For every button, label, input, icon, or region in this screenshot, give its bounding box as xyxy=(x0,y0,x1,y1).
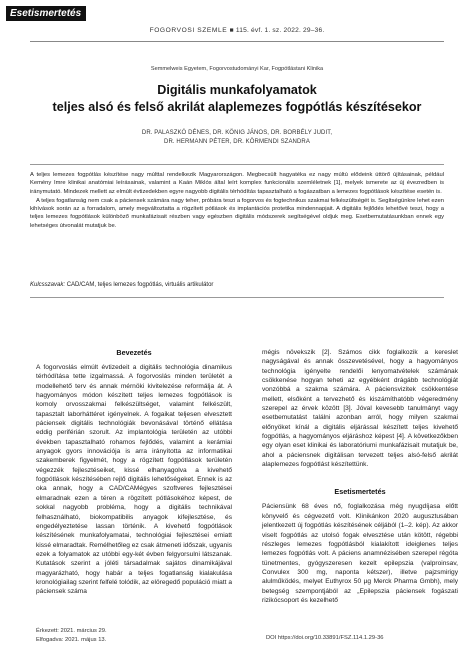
title-line-1: Digitális munkafolyamatok xyxy=(157,83,317,97)
affiliation: Semmelweis Egyetem, Fogorvostudományi Kar, Fogpótlástani Klinika xyxy=(150,66,324,72)
journal-meta: ■ 115. évf. 1. sz. 2022. 29–36. xyxy=(229,27,325,34)
abstract-box xyxy=(30,164,444,298)
journal-name: FOGORVOSI SZEMLE xyxy=(149,27,228,34)
intro-text: A fogorvoslás elmúlt évtizedeit a digitális technológia dinamikus térhódítása tette izgalmassá. A fogorvoslás minden területét a modellehető terv és annak mérnöki kivitelezése reformálja át. A hagyományos módon készített teljes lemezes fogpótlások is komoly orvosszakmai felkészültséget, valamint felkészült, tapasztalt laborháttéret igényelnek. A fogaikat teljesen elvesztett páciensek digitális technológiák bevonásával történő ellátása eddig periférián szorult. Az implantológia területén az utóbbi években tapasztalható rohamos fejlődés, valamint a kerámiai anyagok gyors innovációja is arra irányította az informatikai szakemberek figyelmét, hogy a rögzített fogpótlások területén végezzék fejlesztéseiket, kissé elhanyagolva a kivehető fogpótlások készítésében rejlő digitális lehetőségeket. Ennek is az oka annak, hogy a CAD/CAMégyes szoftveres fejlesztései elmaradnak ezen a téren a rögzített pótlásokéhoz képest, de sokkal nagyobb probléma, hogy a digitális technikával felhasználható, biokompatibilis anyagok kifejlesztése, és engedélyeztetése lassan történik. A kivehető fogpótlások készítésének munkafolyamatai, technológiai fejlesztései emiatt kissé elmaradtak. Remélhetőleg ez csak átmeneti időszak, ugyanis ezek a folyamatok az utóbbi egy-két évben felgyorsulni látszanak. Kutatások szerint a jóléti társadalmak sajátos dinamikájával magyarázható, hogy habár a teljes fogatlanság kialakulása kronológiailag szerint felfelé tolódik, az elöregedő populáció miatt a páciensek száma xyxy=(36,364,232,596)
intro-heading: Bevezetés xyxy=(116,348,152,357)
intro-continuation: mégis növekszik [2]. Számos cikk foglalkozik a kereslet nagyságával és annak összevetésével, hogy a hagyományos technológia igényelte rendelői lenyomatvételek számának csökkenése hogyan teheti az egyébként drágább technológiát vonzóbbá a szakma számára. A páciensvizitek csökkentése mellett, elsőként a tervezhető és kiszámíthatóbb végeredmény szerepel az érvek között [3]. Jóval kevesebb tanulmányt vagy esetbemutatást találni azonban arról, hogy milyen szakmai előnyöket kínál a digitális eljárással készített teljes kivehető fogpótlás, a hagyományos eljáráshoz képest [4]. A következőkben egy olyan eset klinikai és laboratóriumi munkafázisait mutatjuk be, ahol a páciensnek digitálisan tervezett teljes alsó-felső akrilát alaplemezes fogpótlást készítettünk. xyxy=(262,349,458,469)
right-column xyxy=(262,348,458,605)
keywords-label: Kulcsszavak: xyxy=(30,282,66,288)
authors xyxy=(40,129,434,146)
keywords xyxy=(30,282,213,288)
authors-line-2: DR. HERMANN PÉTER, DR. KÖRMENDI SZANDRA xyxy=(164,138,310,145)
abstract-paragraph-1: A teljes lemezes fogpótlás készítése nagy múlttal rendelkezik Magyarországon. Megbecsült hagyatéka ez nagy múltú elődeink úttörő újításainak, például Kemény Imre klinikai anatómiai leírásainak, valamint a Kaán Miklós által leírt komplex funkcionális szemléletnek [1], melyek ismerete az új évezredben is iránymutató. Mindezek mellett az elmúlt évtizedekben egyre nagyobb digitális térhódítás tapasztalható a fogászatban a lemezes fogpótlások készítése esetén is. xyxy=(30,172,444,195)
case-text: Páciensünk 68 éves nő, foglalkozása még nyugdíjasa előtt könyvelő és cégvezető volt. Klinikánkon 2020 augusztusában jelentkezett új fogpótlás készítésének céljából (1–2. kép). Az akkor viselt fogpótlás az utolsó fogak elvesztése után kötött, régebbi részleges lemezes fogpótlásból kialakított ideiglenes teljes lemezes fogpótlás volt. A páciens anamnézisében szerepel régóta tünetmentes, gyógyszeresen kezelt epilepszia (valproinsav, Convulex 300 mg, naponta kétszer), illetve pajzsmirigy alulműködés, melyet Euthyrox 50 µg Merck Pharma Gmbh), mely betegség szempontjából az „Epilepszia páciensek fogászati rizikócsoport és kezelhető xyxy=(262,503,458,604)
keywords-value: CAD/CAM, teljes lemezes fogpótlás, virtuális artikulátor xyxy=(66,282,214,288)
abstract-paragraph-2: A teljes fogatlanság nem csak a páciensek számára nagy teher, próbára teszi a fogorvos és fogtechnikus szakmai felkészültségét is. Segítségünkre lehet ezen kihívások során az a forradalom, amely megváltoztatta a rögzített pótlások és implantációs protetika mindennapjait. A digitális fejlődés lehetővé teszi, hogy a teljes lemezes fogpótlások különböző munkafázisait részben vagy egészben digitális módszerek segítségével oldjuk meg. Esetbemutatásunkban ennek egy lehetséges útvonalát mutatjuk be. xyxy=(30,197,444,229)
journal-header xyxy=(0,27,474,34)
accepted-date: Elfogadva: 2021. május 13. xyxy=(36,636,107,643)
article-title xyxy=(20,82,454,116)
section-tag: Esetismertetés xyxy=(6,6,86,21)
case-heading: Esetismertetés xyxy=(334,487,386,497)
received-date: Érkezett: 2021. március 29. xyxy=(36,628,107,634)
header-rule xyxy=(30,41,444,42)
article-dates xyxy=(36,627,107,644)
title-line-2: teljes alsó és felső akrilát alaplemezes fogpótlás készítésekor xyxy=(52,100,422,114)
authors-line-1: DR. PALASZKÓ DÉNES, DR. KÖNIG JÁNOS, DR. BORBÉLY JUDIT, xyxy=(141,130,333,136)
doi-link[interactable]: DOI https://doi.org/10.33891/FSZ.114.1.29-36 xyxy=(266,635,384,641)
left-column xyxy=(36,348,232,597)
